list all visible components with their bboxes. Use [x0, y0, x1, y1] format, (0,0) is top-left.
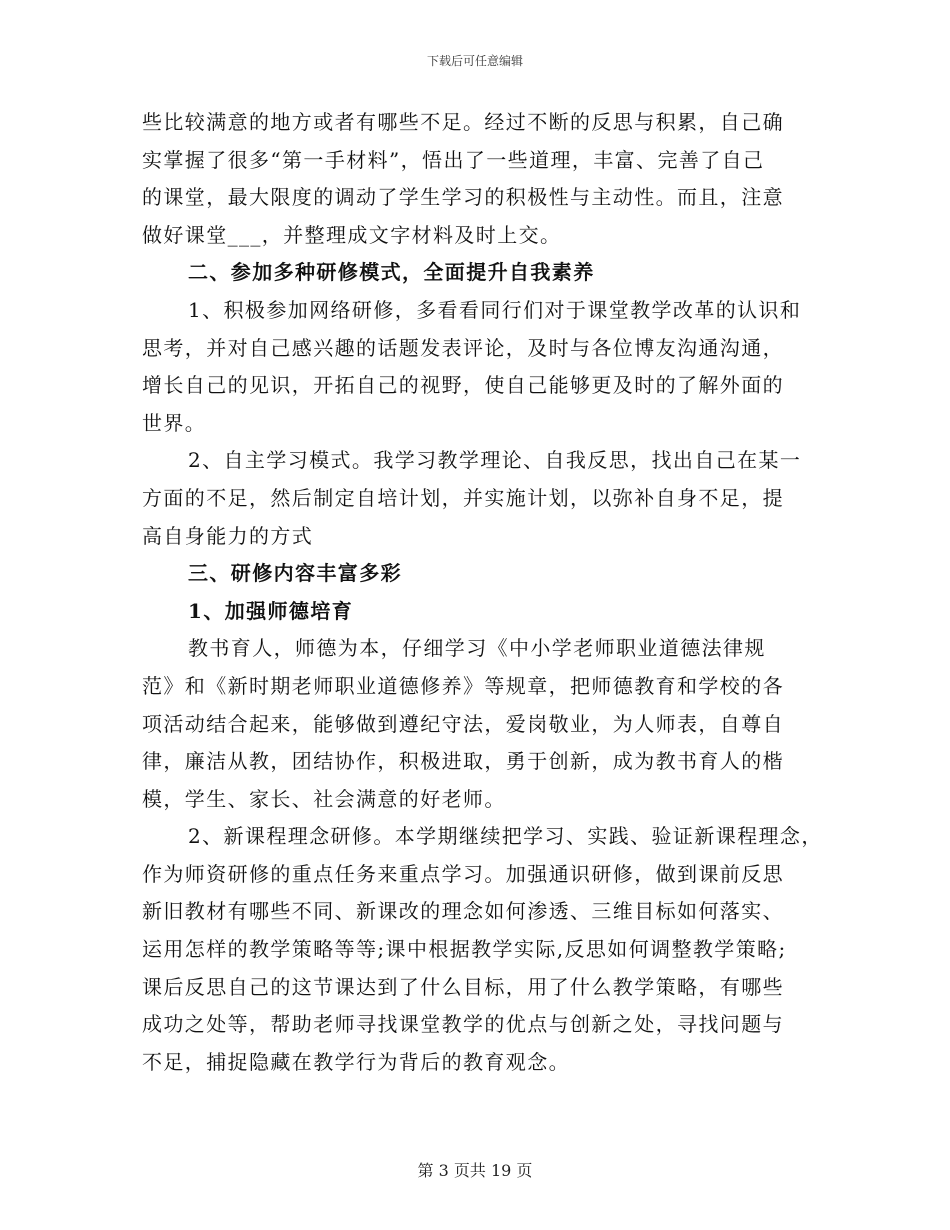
body-line: 做好课堂___，并整理成文字材料及时上交。	[142, 222, 562, 247]
body-line: 项活动结合起来，能够做到遵纪守法，爱岗敬业，为人师表，自尊自	[142, 711, 784, 736]
body-line: 2、自主学习模式。我学习教学理论、自我反思，找出自己在某一	[188, 448, 802, 473]
section-heading: 二、参加多种研修模式，全面提升自我素养	[188, 260, 595, 285]
body-line: 的课堂，最大限度的调动了学生学习的积极性与主动性。而且，注意	[142, 185, 784, 210]
body-line: 模，学生、家长、社会满意的好老师。	[142, 786, 506, 811]
body-line: 世界。	[142, 410, 207, 435]
body-line: 1、积极参加网络研修，多看看同行们对于课堂教学改革的认识和	[188, 297, 802, 322]
page-footer: 第 3 页共 19 页	[417, 1161, 533, 1180]
body-line: 范》和《新时期老师职业道德修养》等规章，把师德教育和学校的各	[142, 673, 784, 698]
body-line: 成功之处等，帮助老师寻找课堂教学的优点与创新之处，寻找问题与	[142, 1012, 784, 1037]
body-line: 2、新课程理念研修。本学期继续把学习、实践、验证新课程理念，	[188, 824, 823, 849]
body-line: 运用怎样的教学策略等等;课中根据教学实际,反思如何调整教学策略;	[142, 937, 787, 962]
body-line: 新旧教材有哪些不同、新课改的理念如何渗透、三维目标如何落实、	[142, 899, 784, 924]
body-line: 些比较满意的地方或者有哪些不足。经过不断的反思与积累，自己确	[142, 110, 784, 134]
body-line: 教书育人，师德为本，仔细学习《中小学老师职业道德法律规	[188, 636, 766, 661]
section-heading: 三、研修内容丰富多彩	[188, 561, 402, 586]
body-line: 课后反思自己的这节课达到了什么目标，用了什么教学策略，有哪些	[142, 974, 784, 999]
body-line: 方面的不足，然后制定自培计划，并实施计划，以弥补自身不足，提	[142, 485, 784, 510]
document-body	[142, 104, 823, 1081]
page-header: 下载后可任意编辑	[426, 54, 523, 68]
body-line: 高自身能力的方式	[142, 523, 314, 548]
body-line: 增长自己的见识，开拓自己的视野，使自己能够更及时的了解外面的	[142, 373, 784, 398]
body-line: 不足，捕捉隐藏在教学行为背后的教育观念。	[142, 1049, 570, 1074]
body-line: 实掌握了很多“第一手材料”，悟出了一些道理，丰富、完善了自己	[142, 147, 765, 172]
body-line: 作为师资研修的重点任务来重点学习。加强通识研修，做到课前反思	[142, 861, 784, 886]
body-line: 思考，并对自己感兴趣的话题发表评论，及时与各位博友沟通沟通，	[142, 335, 784, 360]
subsection-heading: 1、加强师德培育	[188, 598, 354, 623]
body-line: 律，廉洁从教，团结协作，积极进取，勇于创新，成为教书育人的楷	[142, 749, 784, 774]
